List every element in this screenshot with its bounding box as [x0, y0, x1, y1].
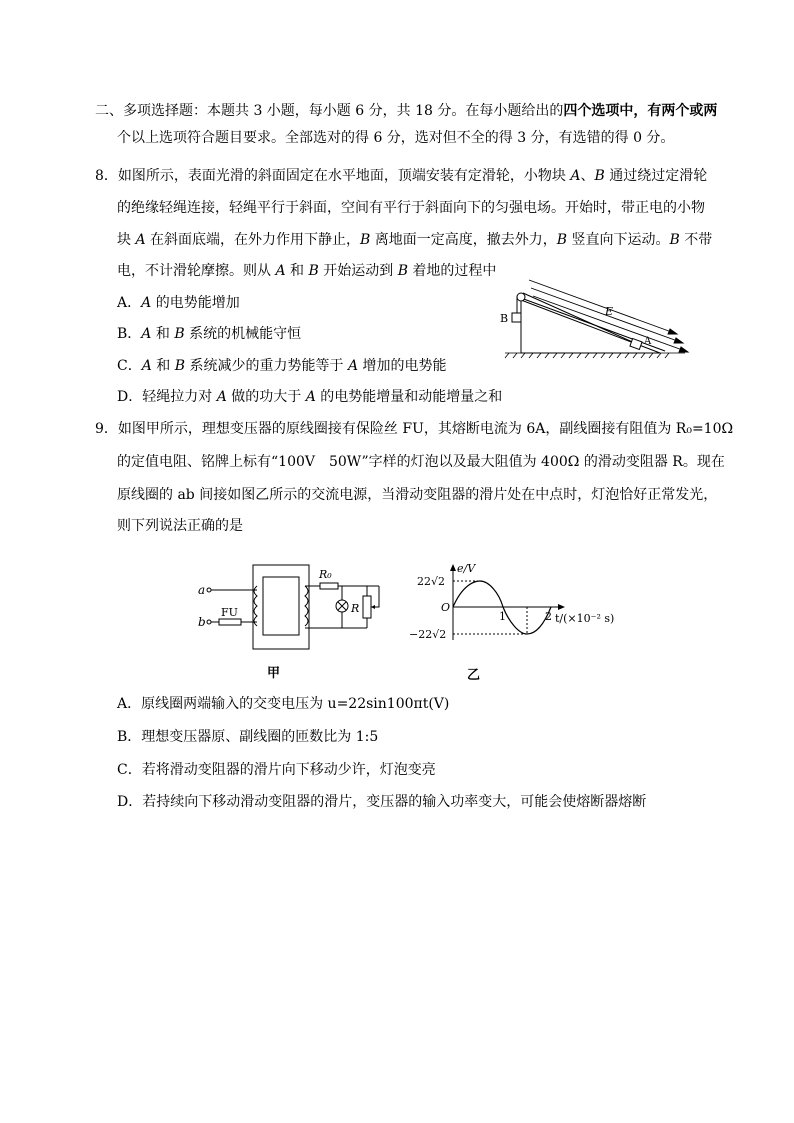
caption-yi: 乙 [467, 668, 481, 683]
fig-label-e: E [605, 305, 614, 318]
q8-text: 着地的过程中 [407, 263, 497, 279]
q9-option-b: B．理想变压器原、副线圈的匝数比为 1:5 [117, 729, 379, 745]
option-text: 的电势能增加 [151, 295, 240, 311]
q8-text: 块 [117, 232, 136, 248]
q8-option-c [117, 356, 447, 376]
block-b [512, 313, 521, 322]
rheostat-r [363, 596, 371, 618]
fig-label-b: B [500, 312, 509, 325]
y-max: 22√2 [417, 575, 446, 588]
caption-jia: 甲 [267, 666, 281, 681]
q8-option-d [117, 387, 502, 407]
q9-stem-line2: 的定值电阻、铭牌上标有“100V 50W”字样的灯泡以及最大阻值为 400Ω 的滑动变阻器 R。现在 [117, 454, 725, 470]
origin: O [441, 601, 451, 614]
option-text: 系统减少的重力势能等于 [185, 358, 348, 374]
q9-option-d: D．若持续向下移动滑动变阻器的滑片，变压器的输入功率变大，可能会使熔断器熔断 [117, 794, 647, 810]
transformer-core-outer [253, 565, 309, 649]
x-label: t/(×10⁻² s) [555, 612, 615, 625]
rope [523, 293, 637, 344]
option-text: 和 [151, 326, 175, 342]
label-r0: R₀ [319, 568, 332, 581]
option-text: 系统的机械能守恒 [184, 326, 302, 342]
fig-label-a: A [644, 336, 652, 347]
label-fu: FU [221, 606, 238, 619]
q9-transformer-circuit [195, 560, 395, 685]
q9-stem-line1: 9．如图甲所示，理想变压器的原线圈接有保险丝 FU，其熔断电流为 6A，副线圈接有阻值为 R₀=10Ω [95, 421, 734, 437]
label-b: b [198, 615, 206, 629]
section-heading-bold: 四个选项中，有两个或两 [563, 103, 718, 119]
q8-option-a [117, 293, 240, 313]
q8-option-b [117, 324, 301, 344]
q8-text: 竖直向下运动。 [567, 232, 670, 248]
q8-text: 开始运动到 [318, 263, 398, 279]
primary-coil [254, 586, 257, 626]
var-B: B [594, 168, 605, 184]
var-A: A [305, 389, 316, 405]
option-text: 增加的电势能 [358, 358, 447, 374]
q8-text: 电，不计滑轮摩擦。则从 [117, 263, 276, 279]
section-heading-line1 [95, 101, 717, 121]
resistor-r0 [320, 583, 338, 589]
option-text: 的电势能增量和动能增量之和 [315, 389, 503, 405]
var-A: A [135, 232, 146, 248]
q8-text: 8．如图所示，表面光滑的斜面固定在水平地面，顶端安装有定滑轮，小物块 [95, 168, 571, 184]
tick-2: 2 [545, 610, 552, 623]
option-label: A． [117, 295, 142, 311]
var-B: B [360, 232, 371, 248]
var-B: B [174, 358, 186, 374]
q8-stem-line4 [117, 261, 496, 281]
block-a [630, 339, 642, 350]
var-A: A [141, 326, 152, 342]
q8-text: 通过绕过定滑轮 [604, 168, 708, 184]
y-min: −22√2 [409, 628, 447, 641]
var-B: B [174, 326, 185, 342]
transformer-core-inner [263, 577, 299, 635]
option-label: B． [117, 326, 142, 342]
fuse [219, 619, 241, 625]
q9-option-a: A．原线圈两端输入的交变电压为 u=22sin100πt(V) [117, 696, 450, 712]
section-heading-text: 二、多项选择题：本题共 3 小题，每小题 6 分，共 18 分。在每小题给出的 [95, 103, 564, 119]
var-B: B [556, 232, 568, 248]
label-r: R [351, 602, 360, 615]
q8-text: 离地面一定高度，撤去外力， [370, 232, 557, 248]
q8-stem-line3 [117, 230, 712, 250]
secondary-coil [305, 586, 308, 626]
var-B: B [669, 232, 680, 248]
var-A: A [141, 295, 152, 311]
var-A: A [275, 263, 286, 279]
q8-text: 不带 [679, 232, 713, 248]
q9-option-c: C．若将滑动变阻器的滑片向下移动少许，灯泡变亮 [117, 762, 436, 778]
option-label: C． [117, 358, 142, 374]
option-text: 和 [151, 358, 175, 374]
q8-stem-line2: 的绝缘轻绳连接，轻绳平行于斜面，空间有平行于斜面向下的匀强电场。开始时，带正电的小物 [117, 200, 705, 216]
y-label: e/V [457, 562, 476, 575]
var-A: A [141, 358, 152, 374]
section-heading-line2: 个以上选项符合题目要求。全部选对的得 6 分，选对但不全的得 3 分，有选错的得 0 分。 [117, 130, 675, 146]
q9-stem-line4: 则下列说法正确的是 [117, 518, 243, 534]
terminal-b [207, 620, 211, 624]
var-A: A [216, 389, 227, 405]
pulley [517, 293, 525, 301]
q8-stem-line1 [95, 166, 707, 186]
ground-hatch [505, 353, 685, 358]
var-A: A [570, 168, 581, 184]
q8-text: 和 [285, 263, 309, 279]
label-a: a [198, 583, 206, 597]
var-B: B [308, 263, 319, 279]
option-text: D．轻绳拉力对 [117, 389, 217, 405]
q8-incline-figure [495, 270, 690, 362]
rheostat-slider [371, 586, 379, 607]
option-text: 做的功大于 [226, 389, 306, 405]
tick-1: 1 [499, 610, 506, 623]
q9-voltage-graph [405, 560, 625, 685]
var-B: B [397, 263, 408, 279]
q9-stem-line3: 原线圈的 ab 间接如图乙所示的交流电源，当滑动变阻器的滑片处在中点时，灯泡恰好正常发光， [117, 487, 718, 503]
terminal-a [207, 588, 211, 592]
q8-text: 在斜面底端，在外力作用下静止， [145, 232, 361, 248]
var-A: A [347, 358, 359, 374]
q8-text: 、 [580, 168, 595, 184]
